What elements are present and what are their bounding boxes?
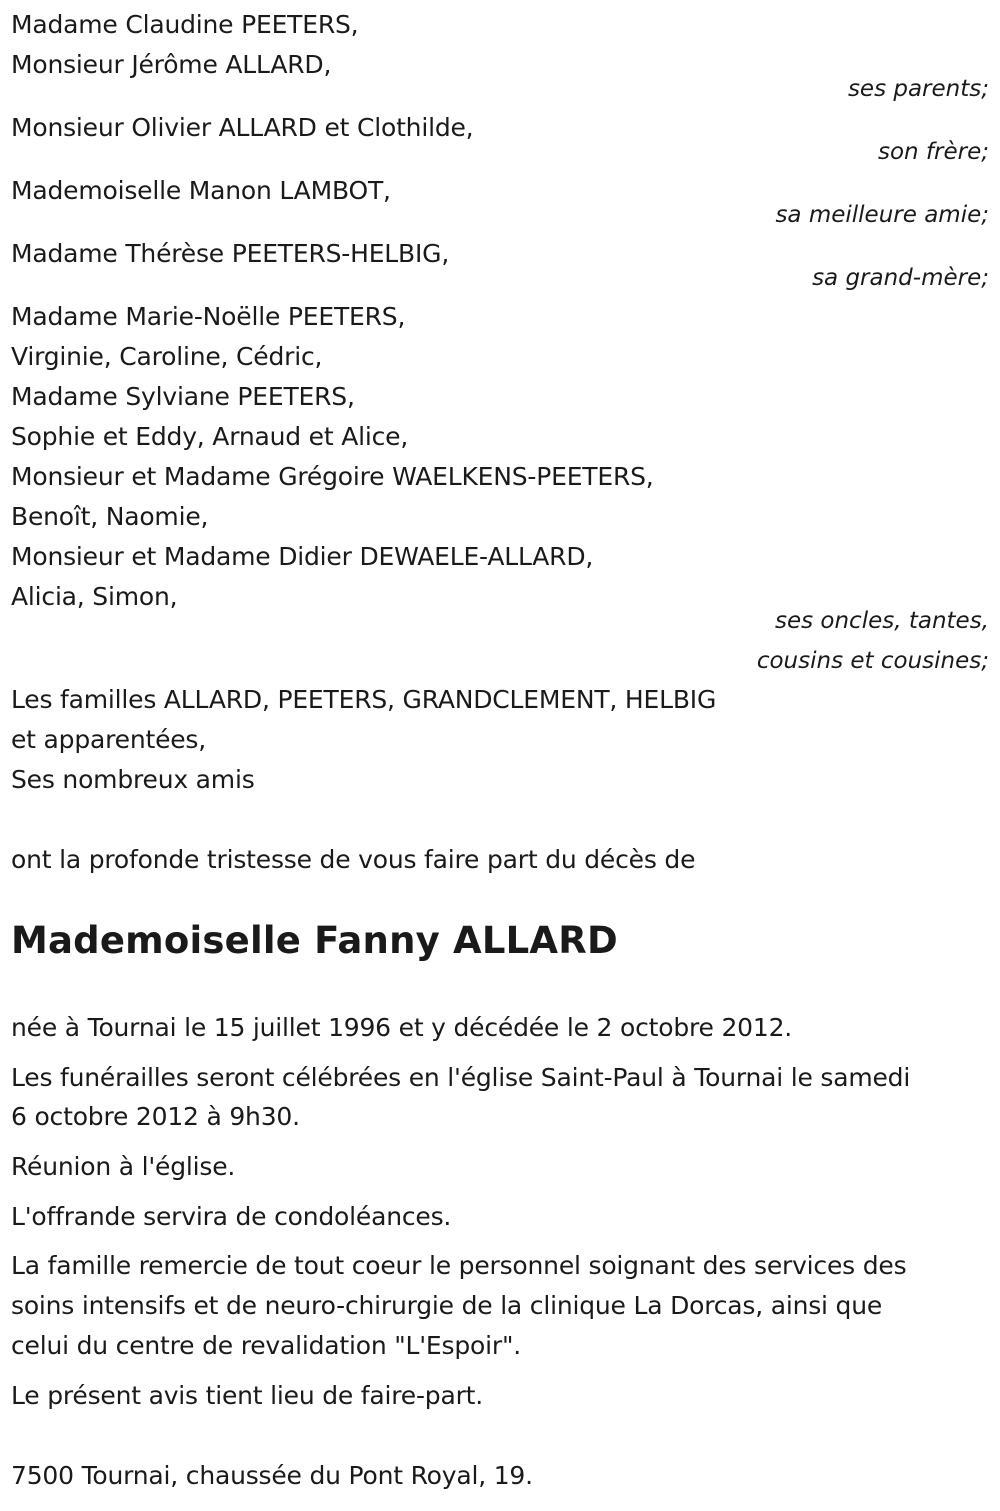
relative: Madame Sylviane PEETERS, <box>11 382 355 411</box>
best-friend: Mademoiselle Manon LAMBOT, <box>11 176 391 205</box>
relative: Benoît, Naomie, <box>11 502 209 531</box>
other-families: et apparentées, <box>11 725 206 754</box>
relative: Sophie et Eddy, Arnaud et Alice, <box>11 422 409 451</box>
relative: Monsieur et Madame Didier DEWAELE-ALLARD, <box>11 542 594 571</box>
offering: L'offrande servira de condoléances. <box>11 1202 452 1231</box>
brother: Monsieur Olivier ALLARD et Clothilde, <box>11 113 474 142</box>
relative: Monsieur et Madame Grégoire WAELKENS-PEETERS, <box>11 462 654 491</box>
thanks-line: celui du centre de revalidation "L'Espoir". <box>11 1331 521 1360</box>
relatives-role: ses oncles, tantes, <box>774 608 989 634</box>
relatives-role: cousins et cousines; <box>756 648 989 674</box>
birth-death: née à Tournai le 15 juillet 1996 et y décédée le 2 octobre 2012. <box>11 1013 793 1042</box>
thanks-line: soins intensifs et de neuro-chirurgie de la clinique La Dorcas, ainsi que <box>11 1291 883 1320</box>
parents-role: ses parents; <box>847 76 989 102</box>
grandmother: Madame Thérèse PEETERS-HELBIG, <box>11 239 450 268</box>
friends: Ses nombreux amis <box>11 765 255 794</box>
relative: Madame Marie-Noëlle PEETERS, <box>11 302 406 331</box>
funeral-line: Les funérailles seront célébrées en l'église Saint-Paul à Tournai le samedi <box>11 1063 911 1092</box>
relative: Virginie, Caroline, Cédric, <box>11 342 323 371</box>
other-families: Les familles ALLARD, PEETERS, GRANDCLEMENT, HELBIG <box>11 685 717 714</box>
grandmother-role: sa grand-mère; <box>812 265 989 291</box>
thanks-line: La famille remercie de tout coeur le personnel soignant des services des <box>11 1251 907 1280</box>
parent-father: Monsieur Jérôme ALLARD, <box>11 50 332 79</box>
deceased-name: Mademoiselle Fanny ALLARD <box>11 919 618 962</box>
brother-role: son frère; <box>877 139 989 165</box>
parent-mother: Madame Claudine PEETERS, <box>11 10 359 39</box>
announcement: ont la profonde tristesse de vous faire part du décès de <box>11 845 696 874</box>
funeral-line: 6 octobre 2012 à 9h30. <box>11 1102 300 1131</box>
address: 7500 Tournai, chaussée du Pont Royal, 19. <box>11 1461 533 1490</box>
notice: Le présent avis tient lieu de faire-part. <box>11 1381 484 1410</box>
relative: Alicia, Simon, <box>11 582 178 611</box>
best-friend-role: sa meilleure amie; <box>775 202 989 228</box>
meeting: Réunion à l'église. <box>11 1152 236 1181</box>
